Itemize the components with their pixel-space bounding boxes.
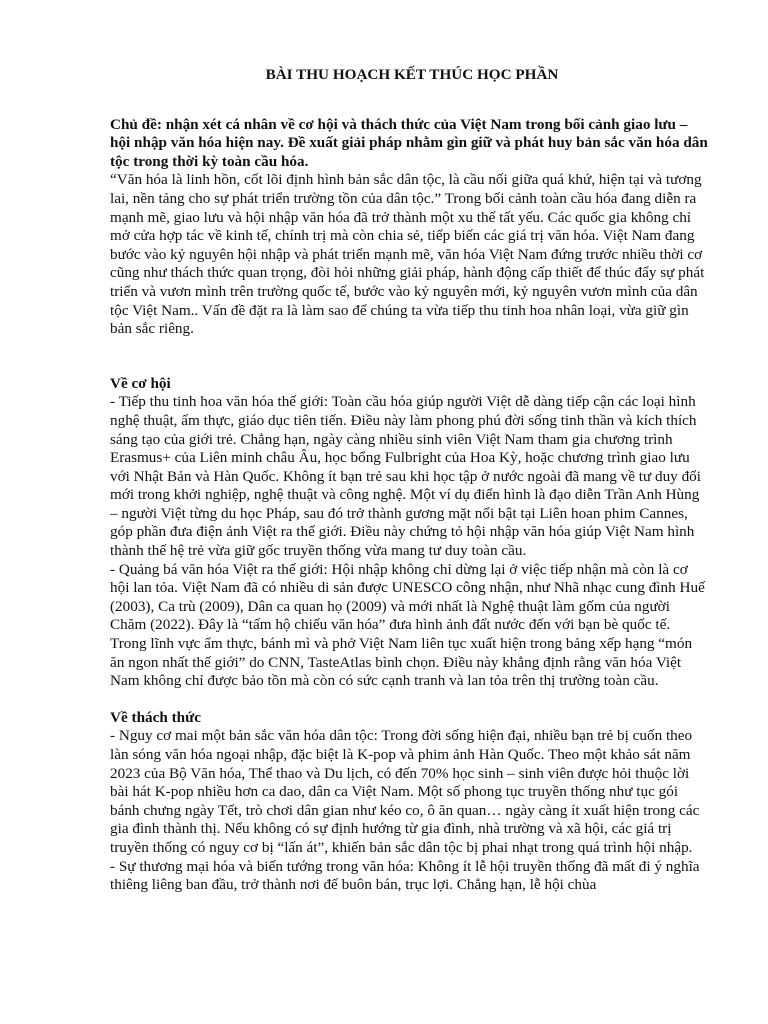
intro-paragraph: “Văn hóa là linh hồn, cốt lõi định hình bản sắc dân tộc, là cầu nối giữa quá khứ, hiện tại và tương lai, nền tảng cho sự phát triển trường tồn của dân tộc.” Trong bối cảnh toàn cầu hóa đang diễn ra mạnh mẽ, giao lưu và hội nhập văn hóa đã trở thành một xu thế tất yếu. Các quốc gia không chỉ mở cửa hợp tác về kinh tế, chính trị mà còn chia sẻ, tiếp biến các giá trị văn hóa. Việt Nam đang bước vào kỷ nguyên hội nhập và phát triển mạnh mẽ, văn hóa Việt Nam đứng trước nhiều thời cơ cũng như thách thức quan trọng, đòi hỏi những giải pháp, hành động cấp thiết để thúc đẩy sự phát triển và vươn mình trên trường quốc tế, bước vào kỷ nguyên mới, kỷ nguyên vươn mình của dân tộc Việt Nam.. Vấn đề đặt ra là làm sao để chúng ta vừa tiếp thu tinh hoa nhân loại, vừa giữ gìn bản sắc riêng. xyxy=(110,171,705,338)
opportunity-paragraph-2: - Quảng bá văn hóa Việt ra thế giới: Hội nhập không chỉ dừng lại ở việc tiếp nhận mà còn là cơ hội lan tỏa. Việt Nam đã có nhiều di sản được UNESCO công nhận, như Nhã nhạc cung đình Huế (2003), Ca trù (2009), Dân ca quan họ (2009) và mới nhất là Nghệ thuật làm gốm của người Chăm (2022). Đây là “tấm hộ chiếu văn hóa” đưa hình ảnh đất nước đến với bạn bè quốc tế. Trong lĩnh vực ẩm thực, bánh mì và phở Việt Nam liên tục xuất hiện trong bảng xếp hạng “món ăn ngon nhất thế giới” do CNN, TasteAtlas bình chọn. Điều này khẳng định rằng văn hóa Việt Nam không chỉ được bảo tồn mà còn có sức cạnh tranh và lan tỏa trên thị trường toàn cầu. xyxy=(110,560,705,690)
section-spacer xyxy=(110,691,708,709)
challenge-paragraph-1: - Nguy cơ mai một bản sắc văn hóa dân tộc: Trong đời sống hiện đại, nhiều bạn trẻ bị cuốn theo làn sóng văn hóa ngoại nhập, đặc biệt là K-pop và phim ảnh Hàn Quốc. Theo một khảo sát năm 2023 của Bộ Văn hóa, Thể thao và Du lịch, có đến 70% học sinh – sinh viên được hỏi thuộc lời bài hát K-pop nhiều hơn ca dao, dân ca Việt Nam. Một số phong tục truyền thống như tục gói bánh chưng ngày Tết, trò chơi dân gian như kéo co, ô ăn quan… ngày càng ít xuất hiện trong các gia đình thành thị. Nếu không có sự định hướng từ gia đình, nhà trường và xã hội, các giá trị truyền thống có nguy cơ bị “lấn át”, khiến bản sắc dân tộc bị phai nhạt trong quá trình hội nhập. xyxy=(110,727,700,856)
document-title: BÀI THU HOẠCH KẾT THÚC HỌC PHẦN xyxy=(265,66,559,83)
challenges-heading: Về thách thức xyxy=(110,708,201,726)
challenge-paragraph-2: - Sự thương mại hóa và biến tướng trong văn hóa: Không ít lễ hội truyền thống đã mất đi ý nghĩa thiêng liêng ban đầu, trở thành nơi để buôn bán, trục lợi. Chẳng hạn, lễ hội chùa xyxy=(110,857,700,894)
document-page xyxy=(110,66,708,895)
opportunities-heading: Về cơ hội xyxy=(110,374,171,392)
document-topic: Chủ đề: nhận xét cá nhân về cơ hội và thách thức của Việt Nam trong bối cảnh giao lưu – hội nhập văn hóa hiện nay. Đề xuất giải pháp nhằm gìn giữ và phát huy bản sắc văn hóa dân tộc trong thời kỳ toàn cầu hóa. xyxy=(110,115,708,170)
opportunity-paragraph-1: - Tiếp thu tinh hoa văn hóa thế giới: Toàn cầu hóa giúp người Việt dễ dàng tiếp cận các loại hình nghệ thuật, ẩm thực, giáo dục tiên tiến. Điều này làm phong phú đời sống tinh thần và kích thích sáng tạo của giới trẻ. Chẳng hạn, ngày càng nhiều sinh viên Việt Nam tham gia chương trình Erasmus+ của Liên minh châu Âu, học bổng Fulbright của Hoa Kỳ, hoặc chương trình giao lưu với Nhật Bản và Hàn Quốc. Không ít bạn trẻ sau khi học tập ở nước ngoài đã mang về tư duy đổi mới trong khởi nghiệp, nghệ thuật và công nghệ. Một ví dụ điển hình là đạo diễn Trần Anh Hùng – người Việt từng du học Pháp, sau đó trở thành gương mặt nổi bật tại Liên hoan phim Cannes, góp phần đưa điện ảnh Việt ra thế giới. Điều này chứng tỏ hội nhập văn hóa giúp Việt Nam hình thành thế hệ trẻ vừa giữ gốc truyền thống vừa mang tư duy toàn cầu. xyxy=(110,393,701,560)
